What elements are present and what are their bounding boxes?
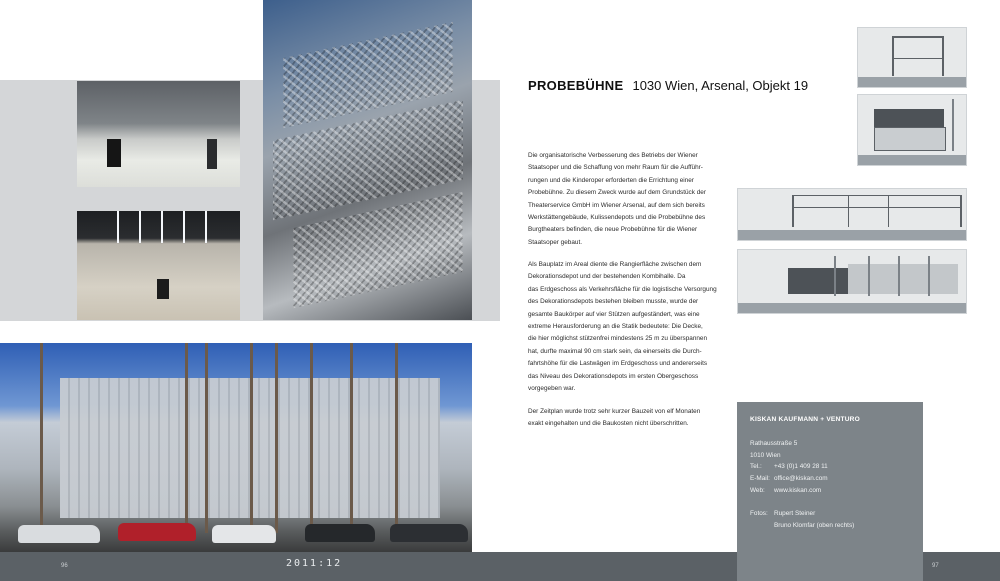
photos-label: Fotos:: [750, 510, 768, 517]
car: [212, 525, 276, 543]
address-city: 1010 Wien: [750, 452, 781, 459]
paragraph-2: Als Bauplatz im Areal diente die Rangierfläche zwischen dem Dekorationsdepot und der bestehenden Kombihalle. Da das Erdgeschoss als Verkehrsfläche für die logistische Versorgung des Dekorationsdepots bestehen bleiben musste, wurde der gesamte Baukörper auf vier Stützen aufgeständert, was eine extreme Herausforderung an die Statik bedeutete: Die Decke, die hier möglichst stützenfrei mindestens 25 m zu überspannen hat, durfte maximal 90 cm stark sein, da einerseits die Durch- fahrtshöhe für die Lastwägen im Erdgeschoss und andererseits das Niveau des Dekorationsdepots im ersten Obergeschoss vorgegeben war.: [528, 261, 717, 393]
architect-info-box: [737, 402, 923, 581]
project-name: PROBEBÜHNE: [528, 78, 624, 93]
photo-ground-floor-interior: [77, 81, 240, 187]
email-label: E-Mail:: [750, 475, 770, 482]
photo-rehearsal-hall: [77, 211, 240, 320]
address-street: Rathausstraße 5: [750, 440, 798, 447]
web-value: www.kiskan.com: [774, 487, 822, 494]
web-label: Web:: [750, 487, 765, 494]
photographer-2: Bruno Klomfar (oben rechts): [774, 522, 855, 529]
car: [305, 524, 375, 542]
car: [390, 524, 468, 542]
page-number-left: 96: [61, 563, 68, 569]
tel-label: Tel.:: [750, 463, 762, 470]
photographer-1: Rupert Steiner: [774, 510, 816, 517]
article-title: [528, 78, 808, 93]
drawing-section-small: [857, 27, 967, 88]
footer-bar-left: [0, 552, 472, 581]
car: [118, 523, 196, 541]
drawing-elevation-small: [857, 94, 967, 166]
drawing-longitudinal-elevation: [737, 249, 967, 314]
photo-street-view: [0, 343, 472, 552]
project-location: 1030 Wien, Arsenal, Objekt 19: [632, 78, 809, 93]
tel-value: +43 (0)1 409 28 11: [774, 463, 828, 470]
hall-door: [157, 279, 169, 299]
email-value: office@kiskan.com: [774, 475, 828, 482]
firm-name: KISKAN KAUFMANN + VENTURO: [750, 416, 860, 423]
photo-facade-mesh: [263, 0, 472, 320]
interior-column: [207, 139, 217, 169]
page-number-right: 97: [932, 563, 939, 569]
paragraph-1: Die organisatorische Verbesserung des Betriebs der Wiener Staatsoper und die Schaffung von mehr Raum für die Aufführ- rungen und die Kinderoper erforderten die Errichtung einer Probebühne. Zu diesem Zweck wurde auf dem Grundstück der Theaterservice GmbH im Wiener Arsenal, auf dem sich bereits Werkstättengebäude, Kulissendepots und die Probebühne des Burgtheaters befinden, die neue Probebühne für die Wiener Staatsoper gebaut.: [528, 152, 706, 246]
interior-column: [107, 139, 121, 167]
paragraph-3: Der Zeitplan wurde trotz sehr kurzer Bauzeit von elf Monaten exakt eingehalten und die Baukosten nicht überschritten.: [528, 408, 701, 428]
car: [18, 525, 100, 543]
issue-number: 2011:12: [286, 558, 343, 569]
drawing-longitudinal-section: [737, 188, 967, 241]
